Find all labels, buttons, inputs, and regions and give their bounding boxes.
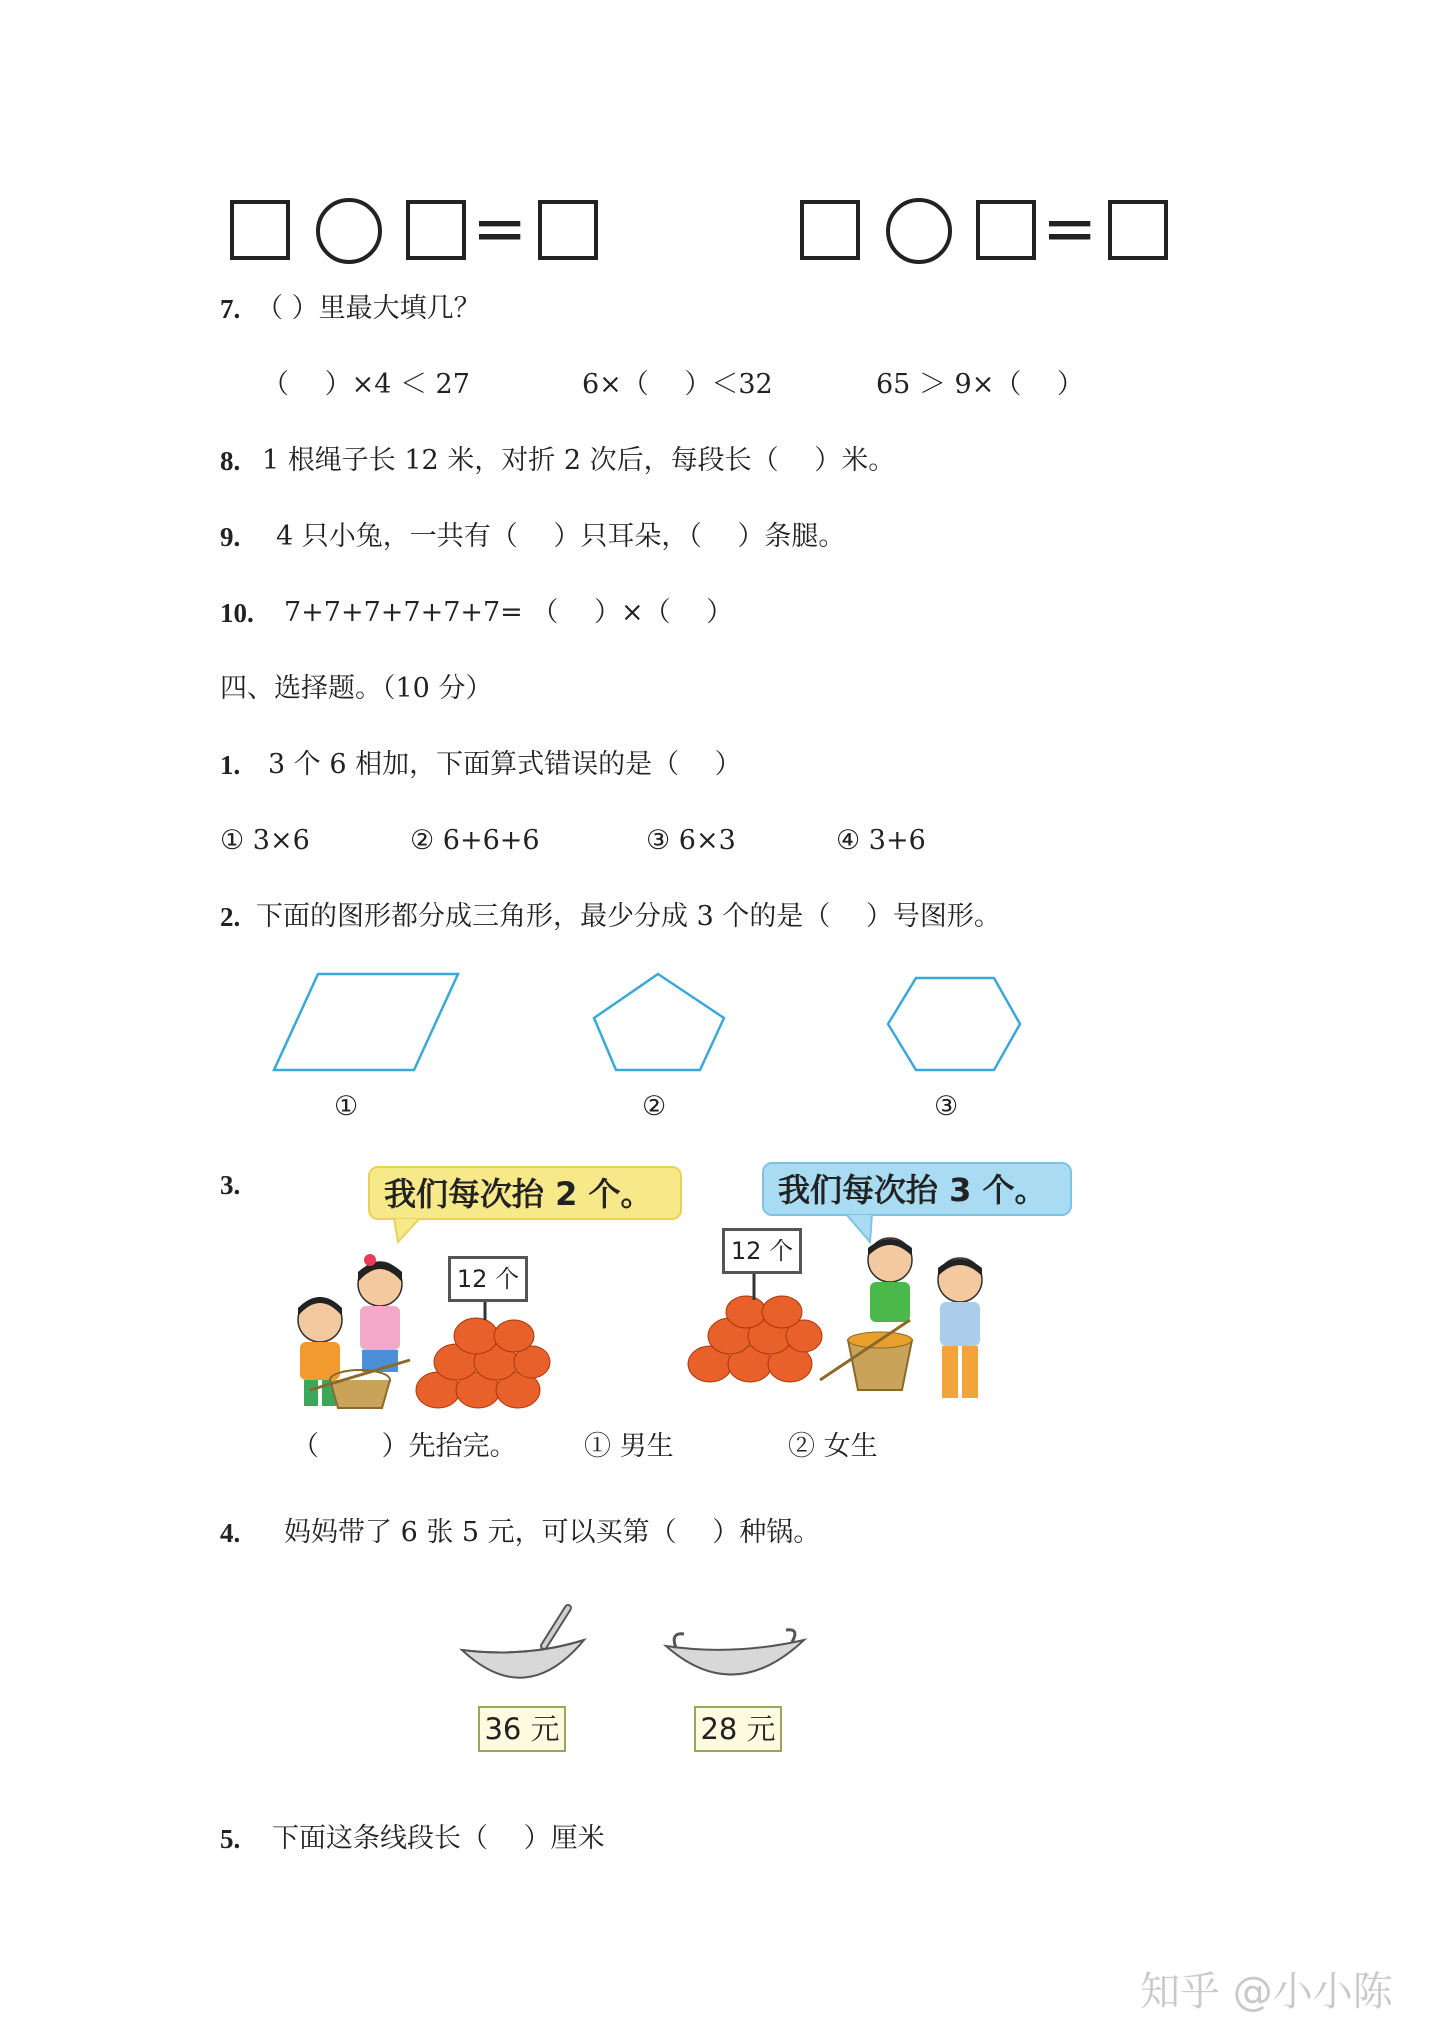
question-number: 9. xyxy=(220,522,241,552)
question-number: 4. xyxy=(220,1518,241,1548)
pentagon-shape xyxy=(594,974,724,1070)
question-text: （ ）里最大填几？ xyxy=(256,293,481,324)
blank-box xyxy=(800,200,860,260)
option-2: ② 女生 xyxy=(788,1431,878,1462)
equals-sign: = xyxy=(1042,190,1098,267)
blank-box xyxy=(538,200,598,260)
option-4: ④ 3+6 xyxy=(836,825,926,856)
price-tag-2: 28 元 xyxy=(694,1706,782,1752)
shape-label: ① xyxy=(334,1091,359,1122)
blank-box xyxy=(976,200,1036,260)
girls-carrying-illustration xyxy=(270,1220,570,1410)
pumpkin-count-sign: 12 个 xyxy=(722,1228,802,1274)
question-text: 1 根绳子长 12 米，对折 2 次后，每段长（ ）米。 xyxy=(262,445,896,476)
wok-2-illustration xyxy=(662,1626,808,1696)
question-number: 3. xyxy=(220,1170,241,1200)
blank-box xyxy=(230,200,290,260)
question-number: 10. xyxy=(220,598,254,628)
watermark: 知乎 @小小陈 xyxy=(1140,1969,1393,2015)
pumpkin-count-sign: 12 个 xyxy=(448,1256,528,1302)
speech-bubble-boys: 我们每次抬 3 个。 xyxy=(762,1162,1072,1216)
blank-expression: 6×（ ）＜32 xyxy=(582,369,773,400)
question-text: 下面这条线段长（ ）厘米 xyxy=(272,1823,605,1854)
price-tag-1: 36 元 xyxy=(478,1706,566,1752)
shape-label: ② xyxy=(642,1091,667,1122)
shape-label: ③ xyxy=(934,1091,959,1122)
speech-bubble-girls: 我们每次抬 2 个。 xyxy=(368,1166,682,1220)
question-text: 7+7+7+7+7+7= （ ）×（ ） xyxy=(284,597,734,628)
question-number: 7. xyxy=(220,294,241,324)
option-2: ② 6+6+6 xyxy=(410,825,540,856)
question-text: 妈妈带了 6 张 5 元，可以买第（ ）种锅。 xyxy=(284,1517,821,1548)
blank-expression: 65 ＞ 9×（ ） xyxy=(876,369,1084,400)
wok-1-illustration xyxy=(456,1600,596,1696)
question-text: 3 个 6 相加，下面算式错误的是（ ） xyxy=(268,749,742,780)
question-number: 2. xyxy=(220,902,241,932)
answer-line: （ ）先抬完。 xyxy=(292,1431,517,1462)
section-title: 四、选择题。（10 分） xyxy=(220,673,493,704)
operator-circle xyxy=(316,198,382,264)
blank-box xyxy=(406,200,466,260)
blank-expression: （ ）×4 ＜ 27 xyxy=(262,369,470,400)
operator-circle xyxy=(886,198,952,264)
hexagon-shape xyxy=(888,978,1020,1070)
blank-box xyxy=(1108,200,1168,260)
shapes-figure xyxy=(0,960,1100,1080)
option-1: ① 3×6 xyxy=(220,825,310,856)
question-number: 1. xyxy=(220,750,241,780)
question-number: 8. xyxy=(220,446,241,476)
question-text: 4 只小兔，一共有（ ）只耳朵，（ ）条腿。 xyxy=(276,521,846,552)
question-number: 5. xyxy=(220,1824,241,1854)
option-1: ① 男生 xyxy=(584,1431,674,1462)
boys-carrying-illustration xyxy=(670,1220,1000,1410)
question-text: 下面的图形都分成三角形，最少分成 3 个的是（ ）号图形。 xyxy=(256,901,1001,932)
option-3: ③ 6×3 xyxy=(646,825,736,856)
parallelogram-shape xyxy=(274,974,458,1070)
equals-sign: = xyxy=(472,190,528,267)
